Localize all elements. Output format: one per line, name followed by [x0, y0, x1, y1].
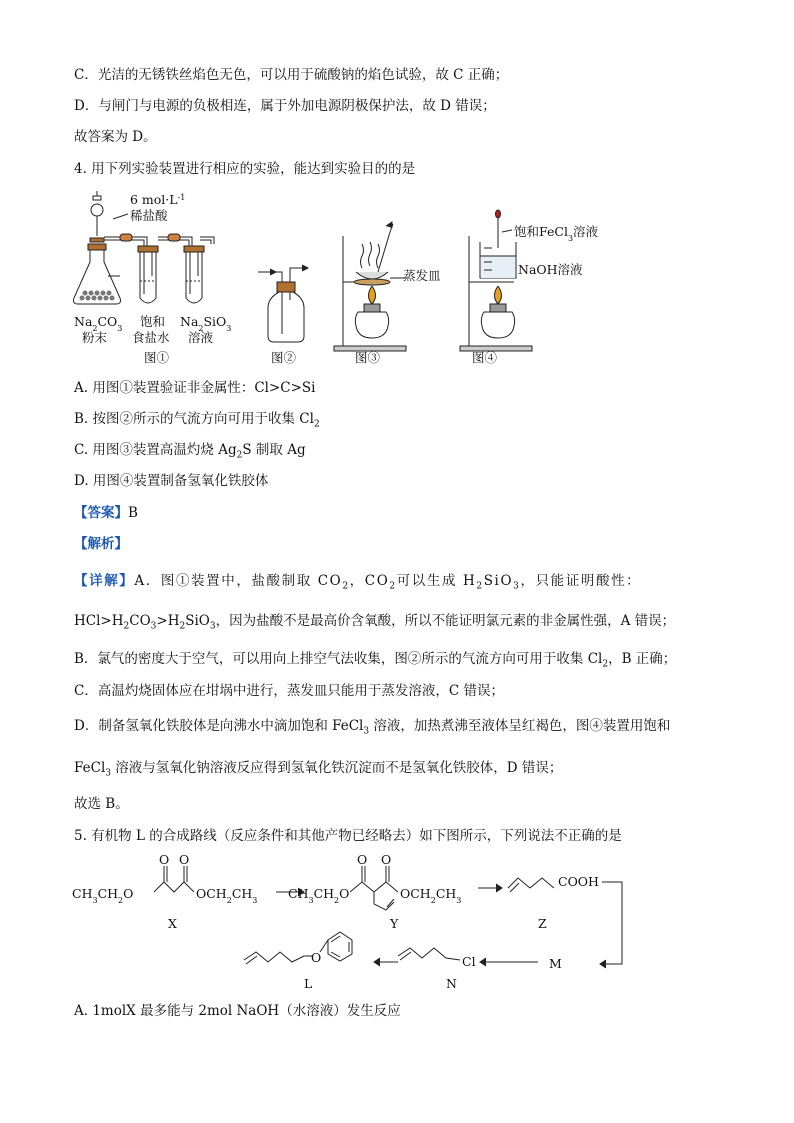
label-z: Z: [538, 916, 547, 931]
y-carbonyl-o-2: O: [381, 852, 392, 867]
q4-option-d: D. 用图④装置制备氢氧化铁胶体: [74, 473, 269, 489]
fig1-caption: 图①: [144, 350, 170, 365]
fig1-acid-name: 稀盐酸: [130, 208, 168, 223]
x-carbonyl-o-2: O: [179, 852, 190, 867]
label-l: L: [304, 976, 313, 991]
n-skeleton: [398, 948, 460, 960]
fig2-gas-bottle: [258, 265, 308, 342]
q4-conclusion: 故选 B。: [74, 796, 129, 812]
fig1-tube3-label-2: 溶液: [188, 330, 214, 345]
fig4-caption: 图④: [472, 350, 498, 365]
q4-analysis-tag: 【解析】: [74, 536, 128, 552]
z-skeleton: [508, 878, 554, 892]
y-right-group: $OCH_2CH_3$: [400, 886, 462, 905]
n-cl: Cl: [462, 954, 476, 969]
q4-option-b: B. 按图②所示的气流方向可用于收集 $Cl_2$: [74, 411, 320, 430]
prev-answer-d: D．与闸门与电源的负极相连，属于外加电源阴极保护法，故 D 错误；: [74, 98, 496, 114]
fig1-tube2-label-2: 食盐水: [132, 330, 170, 345]
fig3-evaporating-dish-label: 蒸发皿: [403, 268, 441, 283]
q5-synthesis-scheme: [68, 848, 648, 998]
q4-stem: 4. 用下列实验装置进行相应的实验，能达到实验目的的是: [74, 161, 416, 177]
arrow-y-z: [478, 884, 502, 892]
arrow-m-n: [480, 958, 538, 966]
label-y: Y: [390, 916, 399, 931]
l-skeleton: [244, 932, 352, 964]
q4-detail-d: D．制备氢氧化铁胶体是向沸水中滴加饱和 FeCl$_3$ 溶液，加热煮沸至液体呈红褐色，图④装置用饱和: [74, 718, 671, 737]
arrow-n-l: [374, 958, 398, 966]
q4-detail-b: B．氯气的密度大于空气，可以用向上排空气法收集，图②所示的气流方向可用于收集 $Cl_2$，B 正确；: [74, 651, 677, 670]
fig3-evaporation-setup: [334, 222, 408, 351]
q4-answer: [74, 504, 138, 522]
q4-option-a: A. 用图①装置验证非金属性：Cl>C>Si: [74, 380, 316, 396]
arrow-z-m: [600, 882, 622, 968]
q4-detail-a: 【详解】A．图①装置中，盐酸制取 $CO_2$，$CO_2$可以生成 $H_2SiO_3$，只能证明酸性：: [74, 573, 642, 592]
x-carbonyl-o-1: O: [159, 852, 170, 867]
label-x: X: [168, 916, 177, 931]
q4-option-c: C. 用图③装置高温灼烧 $Ag_2S$ 制取 Ag: [74, 442, 306, 461]
q4-apparatus-figure: [68, 186, 628, 376]
y-skeleton: [350, 866, 398, 910]
fig1-tube3-label-1: $Na_2SiO_3$: [180, 314, 232, 333]
q4-detail-d-cont: FeCl$_3$ 溶液与氢氧化钠溶液反应得到氢氧化铁沉淀而不是氢氧化铁胶体，D 错误；: [74, 760, 563, 779]
label-n: N: [446, 976, 457, 991]
l-ether-o: O: [311, 950, 322, 965]
z-cooh: COOH: [558, 874, 599, 889]
y-left-group: $CH_3CH_2O$: [288, 886, 350, 905]
fig4-fecl3-label: 饱和FeCl$_3$溶液: [514, 224, 599, 243]
q5-stem: 5. 有机物 L 的合成路线（反应条件和其他产物已经略去）如下图所示，下列说法不正确的是: [74, 828, 622, 844]
fig3-caption: 图③: [355, 350, 381, 365]
q5-option-a: A. 1molX 最多能与 2mol NaOH（水溶液）发生反应: [74, 1003, 401, 1019]
y-carbonyl-o-1: O: [357, 852, 368, 867]
answer-tag: 【答案】: [74, 505, 128, 521]
x-skeleton: [154, 866, 194, 892]
fig1-flask-label-1: $Na_2CO_3$: [74, 314, 123, 333]
label-m: M: [549, 956, 562, 971]
fig2-caption: 图②: [271, 350, 297, 365]
answer-value: B: [128, 505, 138, 521]
fig1-acid-concentration: 6 $mol\cdot L^{-1}$: [130, 192, 186, 207]
prev-answer-c: C．光洁的无锈铁丝焰色无色，可以用于硫酸钠的焰色试验，故 C 正确；: [74, 67, 509, 83]
fig4-naoh-label: NaOH溶液: [518, 262, 583, 277]
x-right-group: $OCH_2CH_3$: [196, 886, 258, 905]
q4-detail-c: C．高温灼烧固体应在坩埚中进行，蒸发皿只能用于蒸发溶液，C 错误；: [74, 683, 504, 699]
prev-answer-conclusion: 故答案为 D。: [74, 129, 157, 145]
q4-detail-a-cont: $HCl>H_2CO_3>H_2SiO_3$，因为盐酸不是最高价含氧酸，所以不能证明氯元素的非金属性强，A 错误；: [74, 613, 676, 632]
x-left-group: $CH_3CH_2O$: [72, 886, 134, 905]
fig1-flask-label-2: 粉末: [82, 330, 108, 345]
fig1-tube2-label-1: 饱和: [140, 314, 166, 329]
